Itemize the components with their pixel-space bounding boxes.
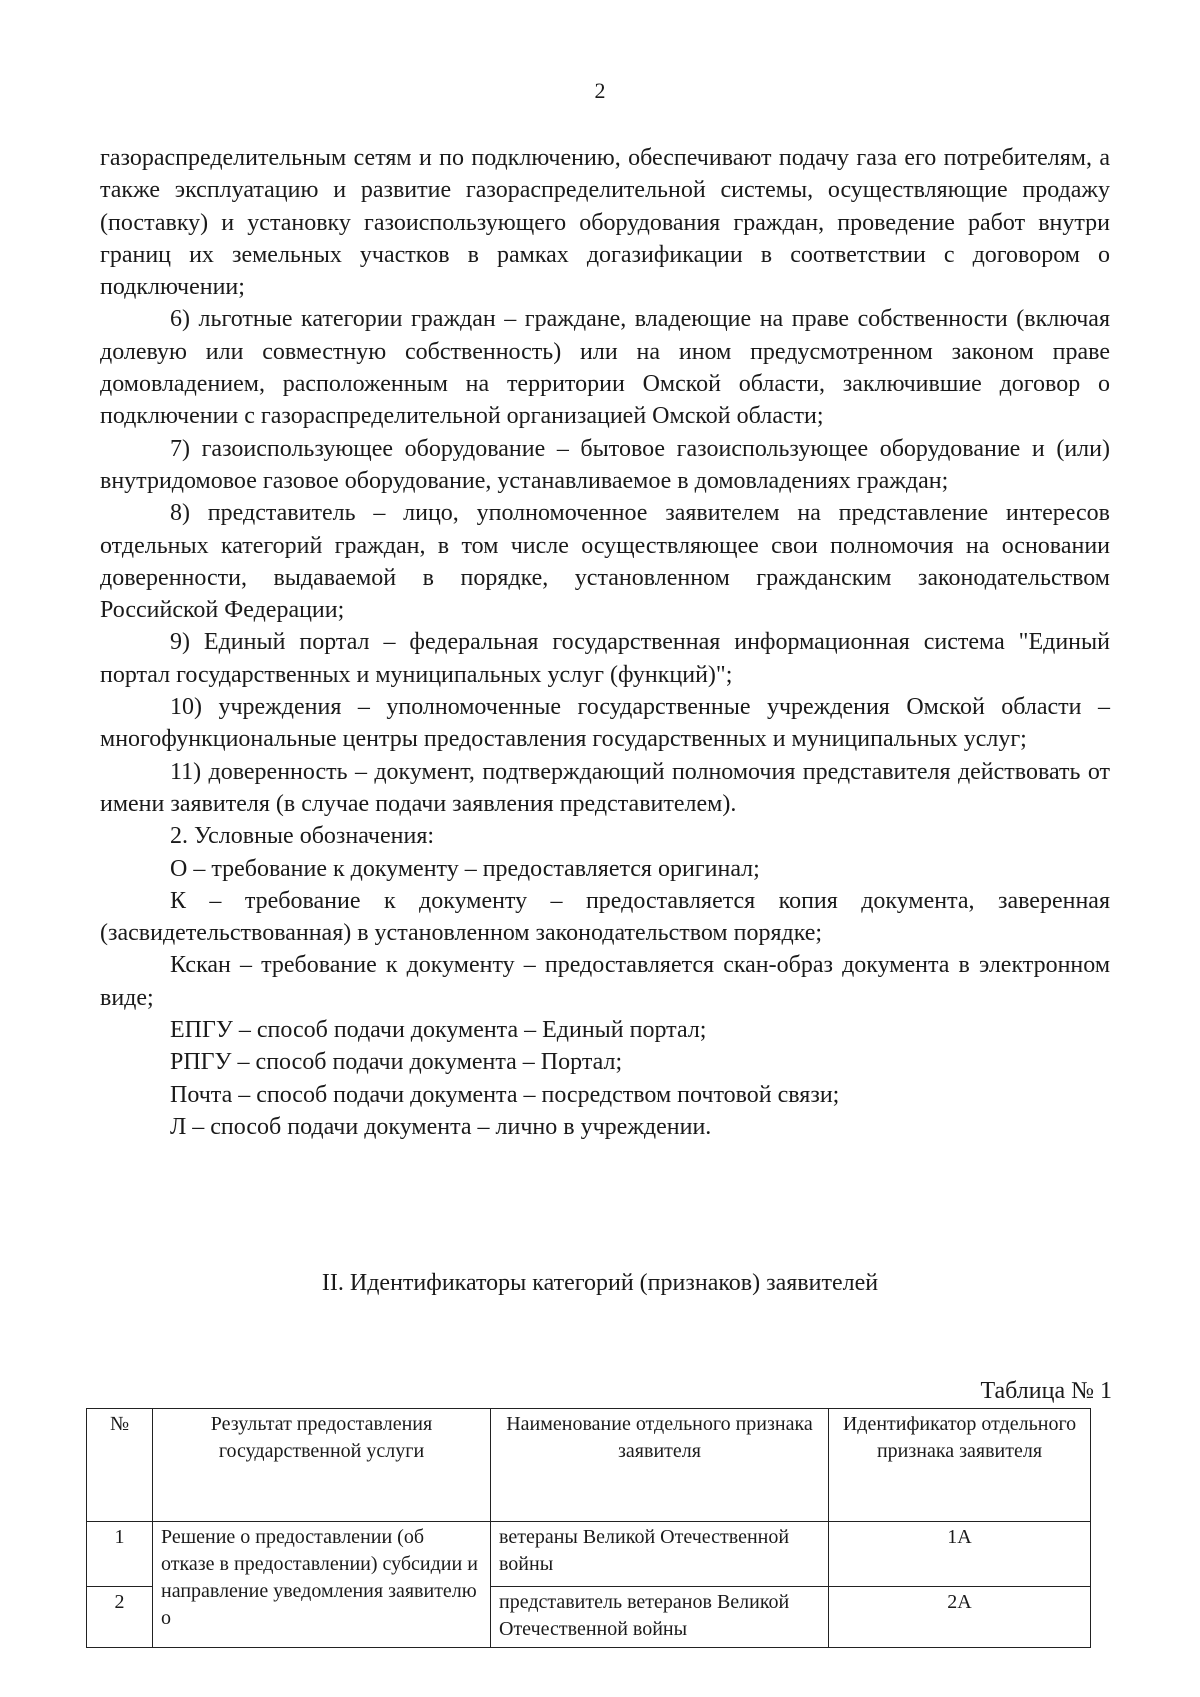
table-header-row bbox=[87, 1409, 1091, 1522]
header-number: № bbox=[87, 1409, 153, 1522]
legend-item-pochta: Почта – способ подачи документа – посредством почтовой связи; bbox=[170, 1081, 840, 1108]
legend-item-k: К – требование к документу – предоставляется копия документа, заверенная (засвидетельствованная) в установленном законодательством порядке; bbox=[100, 887, 1110, 947]
section-title: II. Идентификаторы категорий (признаков) заявителей bbox=[321, 1270, 879, 1296]
table-caption: Таблица № 1 bbox=[980, 1378, 1112, 1404]
identifier-cell: 2А bbox=[829, 1587, 1091, 1648]
paragraph-item-7: 7) газоиспользующее оборудование – бытовое газоиспользующее оборудование и (или) внутридомовое газовое оборудование, устанавливаемое в домовладениях граждан; bbox=[100, 435, 1110, 494]
paragraph-item-6: 6) льготные категории граждан – граждане, владеющие на праве собственности (включая долевую или совместную собственность) или на ином предусмотренном законом праве домовладением, расположенным на территории Омской области, заключившие договор о подключении с газораспределительной организацией Омской области; bbox=[100, 306, 1110, 430]
paragraph: газораспределительным сетям и по подключению, обеспечивают подачу газа его потребителям, а также эксплуатацию и развитие газораспределительной системы, осуществляющие продажу (поставку) и установку газоиспользующего оборудования граждан, проведение работ внутри границ их земельных участков в рамках догазификации в соответствии с договором о подключении; bbox=[100, 145, 1110, 301]
header-feature-name: Наименование отдельного признака заявителя bbox=[491, 1409, 829, 1522]
table-row bbox=[87, 1522, 1091, 1587]
paragraph-item-11: 11) доверенность – документ, подтверждающий полномочия представителя действовать от имени заявителя (в случае подачи заявления представителем). bbox=[100, 758, 1110, 817]
document-body bbox=[100, 142, 1110, 1143]
legend-item-epgu: ЕПГУ – способ подачи документа – Единый портал; bbox=[170, 1017, 707, 1044]
row-number: 2 bbox=[87, 1587, 153, 1648]
paragraph-item-9: 9) Единый портал – федеральная государственная информационная система "Единый портал государственных и муниципальных услуг (функций)"; bbox=[100, 629, 1110, 688]
identifier-cell: 1А bbox=[829, 1522, 1091, 1587]
applicant-identifiers-table bbox=[86, 1408, 1091, 1648]
page-number: 2 bbox=[594, 78, 606, 103]
legend-item-rpgu: РПГУ – способ подачи документа – Портал; bbox=[170, 1049, 623, 1076]
legend-item-o: О – требование к документу – предоставляется оригинал; bbox=[170, 855, 760, 882]
result-cell: Решение о предоставлении (об отказе в предоставлении) субсидии и направление уведомления заявителю о bbox=[153, 1522, 491, 1648]
legend-item-kskan: Кскан – требование к документу – предоставляется скан-образ документа в электронном виде; bbox=[100, 952, 1110, 1011]
row-number: 1 bbox=[87, 1522, 153, 1587]
header-identifier: Идентификатор отдельного признака заявителя bbox=[829, 1409, 1091, 1522]
feature-name-cell: представитель ветеранов Великой Отечественной войны bbox=[491, 1587, 829, 1648]
header-result: Результат предоставления государственной услуги bbox=[153, 1409, 491, 1522]
legend-heading: 2. Условные обозначения: bbox=[170, 823, 435, 850]
paragraph-item-8: 8) представитель – лицо, уполномоченное заявителем на представление интересов отдельных категорий граждан, в том числе осуществляющее свои полномочия на основании доверенности, выдаваемой в порядке, установленном гражданским законодательством Российской Федерации; bbox=[100, 500, 1110, 624]
feature-name-cell: ветераны Великой Отечественной войны bbox=[491, 1522, 829, 1587]
paragraph-item-10: 10) учреждения – уполномоченные государственные учреждения Омской области – многофункциональные центры предоставления государственных и муниципальных услуг; bbox=[100, 694, 1110, 753]
legend-item-l: Л – способ подачи документа – лично в учреждении. bbox=[170, 1113, 712, 1140]
